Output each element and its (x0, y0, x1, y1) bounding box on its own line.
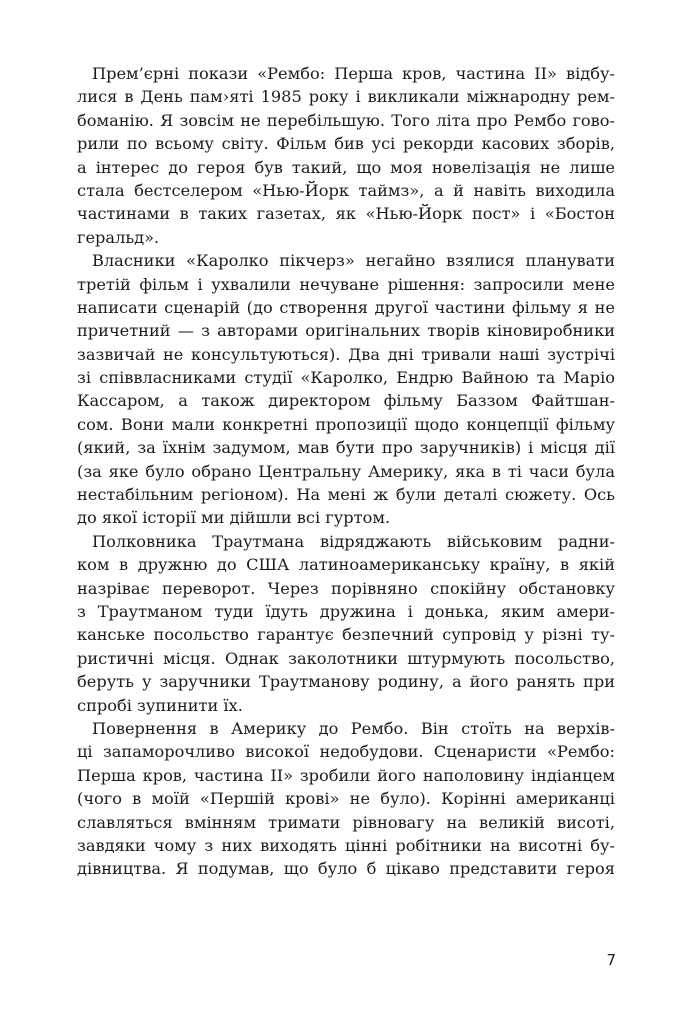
paragraph-1-line-7: частинами в таких газетах, як «Нью-Йорк пост» і «Бостон (77, 204, 615, 224)
paragraph-2-line-12: до якої історії ми дійшли всі гуртом. (77, 508, 391, 528)
paragraph-1-line-2: лися в День пам›яті 1985 року і викликали міжнародну рем- (77, 87, 615, 107)
paragraph-1-line-6: стала бестселером «Нью-Йорк таймз», а й навіть виходила (77, 180, 615, 200)
paragraph-2-line-7: Кассаром, а також директором фільму Баззом Файтшан- (77, 391, 615, 411)
paragraph-4-line-7: дівництва. Я подумав, що було б цікаво представити героя (77, 859, 615, 879)
paragraph-2-line-3: написати сценарій (до створення другої частини фільму я не (77, 297, 615, 317)
paragraph-2-line-5: зазвичай не консультуються). Два дні тривали наші зустрічі (77, 344, 615, 364)
paragraph-4-line-2: ці запаморочливо високої недобудови. Сценаристи «Рембо: (77, 742, 615, 762)
paragraph-1-line-1: Прем’єрні покази «Рембо: Перша кров, частина ІІ» відбу- (92, 64, 615, 83)
paragraph-3-line-2: ком в дружню до США латиноамериканську країну, в якій (77, 555, 615, 575)
paragraph-3-line-7: беруть у заручники Траутманову родину, а його ранять при (77, 672, 615, 692)
paragraph-1-line-5: а інтерес до героя був такий, що моя новелізація не лише (77, 157, 615, 177)
paragraph-3-line-8: спробі зупинити їх. (77, 695, 243, 715)
paragraph-4-line-3: Перша кров, частина ІІ» зробили його наполовину індіанцем (77, 765, 615, 785)
paragraph-3-line-5: канське посольство гарантує безпечний супровід у різні ту- (77, 625, 615, 645)
paragraph-3-line-1: Полковника Траутмана відряджають військовим радни- (92, 531, 615, 551)
paragraph-2-line-8: сом. Вони мали конкретні пропозиції щодо концепції фільму (77, 414, 615, 434)
paragraph-3-line-6: ристичні місця. Однак заколотники штурмують посольство, (77, 648, 615, 668)
paragraph-2-line-10: (за яке було обрано Центральну Америку, яка в ті часи була (77, 461, 615, 481)
paragraph-2-line-4: причетний — з авторами оригінальних творів кіновиробники (77, 321, 615, 341)
paragraph-3-line-4: з Траутманом туди їдуть дружина і донька, яким амери- (77, 601, 615, 621)
paragraph-3-line-3: назріває переворот. Через порівняно спокійну обстановку (77, 578, 615, 598)
paragraph-1-line-8: геральд». (77, 227, 160, 247)
paragraph-1-line-4: рили по всьому світу. Фільм бив усі рекорди касових зборів, (77, 134, 615, 154)
paragraph-4-line-6: завдяки чому з них виходять цінні робітники на висотні бу- (77, 835, 615, 855)
paragraph-4-line-4: (чого в моїй «Першій крові» не було). Корінні американці (77, 789, 615, 809)
paragraph-2-line-1: Власники «Каролко пікчерз» негайно взялися планувати (92, 251, 615, 271)
paragraph-4-line-1: Повернення в Америку до Рембо. Він стоїть на верхів- (92, 718, 615, 738)
paragraph-1-line-3: боманію. Я зовсім не перебільшую. Того літа про Рембо гово- (77, 110, 615, 130)
body-text (77, 62, 615, 881)
paragraph-2-line-11: нестабільним регіоном). На мені ж були деталі сюжету. Ось (77, 485, 615, 505)
paragraph-4-line-5: славляться вмінням тримати рівновагу на великій висоті, (77, 812, 615, 832)
paragraph-2-line-9: (який, за їхнім задумом, мав бути про заручників) і місця дії (77, 438, 615, 458)
page-number: 7 (606, 951, 616, 969)
paragraph-2-line-2: третій фільм і ухвалили нечуване рішення: запросили мене (77, 274, 615, 294)
paragraph-2-line-6: зі співвласниками студії «Каролко, Ендрю Вайною та Маріо (77, 368, 615, 388)
